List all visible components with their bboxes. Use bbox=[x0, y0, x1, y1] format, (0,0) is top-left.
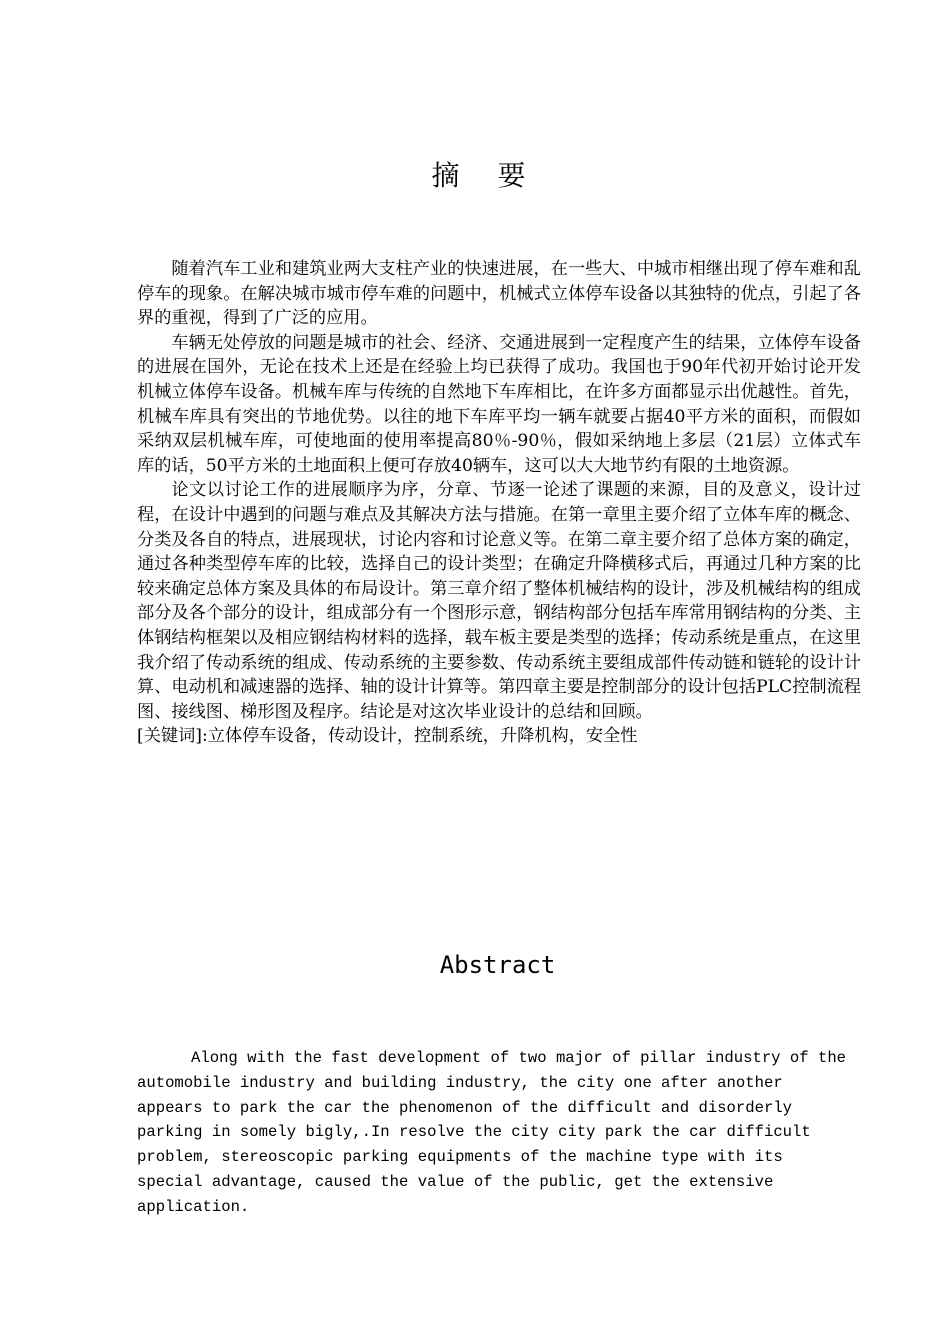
abstract-cn-paragraph-2: 车辆无处停放的问题是城市的社会、经济、交通进展到一定程度产生的结果，立体停车设备的进展在国外，无论在技术上还是在经验上均已获得了成功。我国也于90年代初开始讨论开发机械立体停车设备。机械车库与传统的自然地下车库相比，在许多方面都显示出优越性。首先，机械车库具有突出的节地优势。以往的地下车库平均一辆车就要占据40平方米的面积，而假如采纳双层机械车库，可使地面的使用率提高80％-90％，假如采纳地上多层（21层）立体式车库的话，50平方米的土地面积上便可存放40辆车，这可以大大地节约有限的土地资源。 bbox=[137, 332, 861, 476]
abstract-en-paragraph-1: Along with the fast development of two major of pillar industry of the automobile industry and building industry, the city one after another appears to park the car the phenomenon of the difficult and disorderly parking in somely bigly,.In resolve the city city park the car difficult problem, stereoscopic parking equipments of the machine type with its special advantage, caused the value of the public, get the extensive application. bbox=[137, 1049, 847, 1216]
abstract-cn-paragraph-3: 论文以讨论工作的进展顺序为序，分章、节逐一论述了课题的来源，目的及意义，设计过程，在设计中遇到的问题与难点及其解决方法与措施。在第一章里主要介绍了立体车库的概念、分类及各自的特点，进展现状，讨论内容和讨论意义等。在第二章主要介绍了总体方案的确定，通过各种类型停车库的比较，选择自己的设计类型；在确定升降横移式后，再通过几种方案的比较来确定总体方案及具体的布局设计。第三章介绍了整体机械结构的设计，涉及机械结构的组成部分及各个部分的设计，组成部分有一个图形示意，钢结构部分包括车库常用钢结构的分类、主体钢结构框架以及相应钢结构材料的选择，载车板主要是类型的选择；传动系统是重点，在这里我介绍了传动系统的组成、传动系统的主要参数、传动系统主要组成部件传动链和链轮的设计计算、电动机和减速器的选择、轴的设计计算等。第四章主要是控制部分的设计包括PLC控制流程图、接线图、梯形图及程序。结论是对这次毕业设计的总结和回顾。 bbox=[137, 480, 861, 722]
abstract-cn-title: 摘要 bbox=[431, 159, 564, 192]
abstract-cn-keywords: [关键词]:立体停车设备，传动设计，控制系统，升降机构，安全性 bbox=[137, 726, 638, 747]
abstract-cn-body bbox=[137, 257, 861, 749]
abstract-en-title: Abstract bbox=[439, 951, 556, 979]
abstract-en-body bbox=[137, 1046, 857, 1220]
abstract-cn-paragraph-1: 随着汽车工业和建筑业两大支柱产业的快速进展，在一些大、中城市相继出现了停车难和乱停车的现象。在解决城市城市停车难的问题中，机械式立体停车设备以其独特的优点，引起了各界的重视，得到了广泛的应用。 bbox=[137, 259, 861, 329]
